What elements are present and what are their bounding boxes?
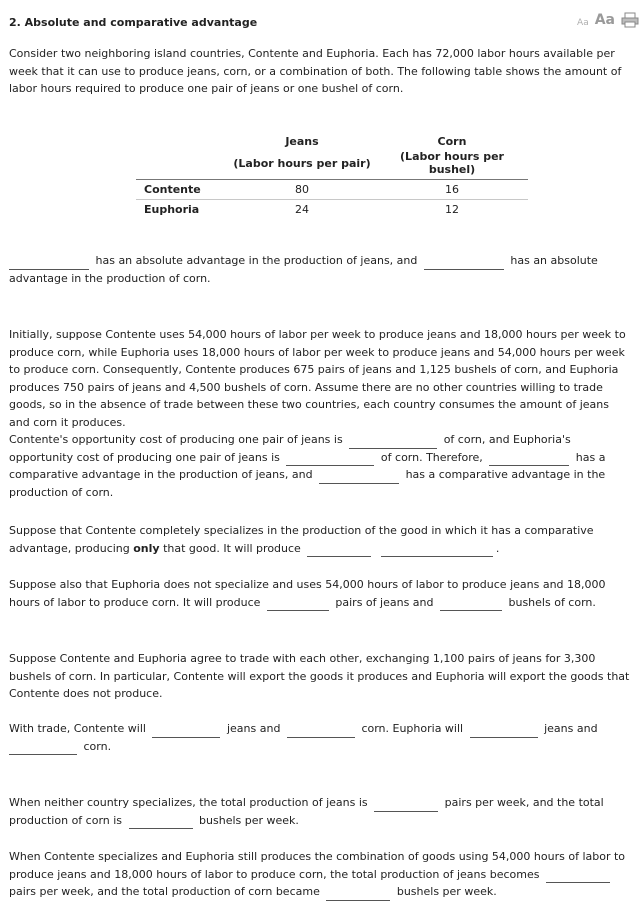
initial-scenario-paragraph: Initially, suppose Contente uses 54,000 hours of labor per week to produce jeans and 18,000 hours per week to produce corn, while Euphoria uses 18,000 hours of labor per week to produce jeans and 54,000 hours per week to produce corn. Consequently, Contente produces 675 pairs of jeans and 1,125 bushels of corn, and Euphoria produces 750 pairs of jeans and 4,500 bushels of corn. Assume there are no other countries willing to trade goods, so in the absence of trade between these two countries, each country consumes the amount of jeans and corn it produces. [9, 328, 626, 429]
no-specialization-totals-question: When neither country specializes, the total production of jeans is pairs per week, and the total production of corn is bushels per week. [9, 794, 633, 829]
column-unit-corn: (Labor hours per bushel) [376, 150, 528, 180]
specialized-good-dropdown[interactable] [381, 544, 493, 557]
euphoria-jeans-input[interactable] [267, 598, 329, 611]
table-row [136, 200, 528, 220]
euphoria-production-question: Suppose also that Euphoria does not specialize and uses 54,000 hours of labor to produce jeans and 18,000 hours of labor to produce corn. It will produce pairs of jeans and bushels of corn. [9, 576, 633, 611]
euphoria-corn-trade-dropdown[interactable] [9, 742, 77, 755]
contente-opportunity-cost-dropdown[interactable] [349, 436, 437, 449]
emphasis-only: only [133, 541, 160, 555]
print-icon[interactable] [621, 12, 639, 28]
contente-jeans-trade-dropdown[interactable] [152, 725, 220, 738]
contente-corn-trade-dropdown[interactable] [287, 725, 355, 738]
table-cell: 16 [376, 180, 528, 200]
euphoria-opportunity-cost-dropdown[interactable] [286, 453, 374, 466]
euphoria-jeans-trade-dropdown[interactable] [470, 725, 538, 738]
column-header-corn: Corn [437, 134, 467, 148]
total-corn-specialization-input[interactable] [326, 888, 390, 901]
table-cell: 12 [445, 203, 459, 216]
row-label: Euphoria [144, 203, 200, 216]
labor-hours-table [136, 132, 528, 219]
trade-question: With trade, Contente will jeans and corn. Euphoria will jeans and corn. [9, 720, 633, 755]
row-label: Contente [136, 180, 228, 200]
font-size-large-button[interactable]: Aa [594, 12, 615, 28]
absolute-advantage-question: has an absolute advantage in the production of jeans, and has an absolute advantage in the production of corn. [9, 254, 598, 285]
problem-title: 2. Absolute and comparative advantage [9, 16, 258, 29]
intro-paragraph: Consider two neighboring island countries, Contente and Euphoria. Each has 72,000 labor hours available per week that it can use to produce jeans, corn, or a combination of both. The following table shows the amount of labor hours required to produce one pair of jeans or one bushel of corn. [9, 47, 622, 95]
toolbar [577, 12, 639, 28]
total-jeans-specialization-input[interactable] [546, 870, 610, 883]
comparative-advantage-corn-dropdown[interactable] [319, 471, 399, 484]
column-unit-jeans: (Labor hours per pair) [228, 150, 376, 180]
absolute-advantage-jeans-dropdown[interactable] [9, 257, 89, 270]
table-row [136, 180, 528, 200]
opportunity-cost-question: Contente's opportunity cost of producing one pair of jeans is of corn, and Euphoria's opportunity cost of producing one pair of jeans is of corn. Therefore, has a comparative advantage in the production of jeans, and has a comparative advantage in the production of corn. [9, 433, 606, 499]
comparative-advantage-jeans-dropdown[interactable] [489, 453, 569, 466]
specialization-totals-question: When Contente specializes and Euphoria still produces the combination of goods using 54,000 hours of labor to produce jeans and 18,000 hours of labor to produce corn, the total production of jeans becomes pairs per week, and the total production of corn became bushels per week. [9, 848, 633, 901]
column-header-jeans: Jeans [285, 134, 319, 148]
specialization-question: Suppose that Contente completely specializes in the production of the good in which it has a comparative advantage, producing only that good. It will produce . [9, 522, 633, 557]
trade-scenario-paragraph: Suppose Contente and Euphoria agree to trade with each other, exchanging 1,100 pairs of jeans for 3,300 bushels of corn. In particular, Contente will export the goods it produces and Euphoria will export the goods that Contente does not produce. [9, 652, 630, 700]
font-size-small-button[interactable]: Aa [577, 18, 589, 28]
euphoria-corn-input[interactable] [440, 598, 502, 611]
table-cell: 24 [295, 203, 309, 216]
specialized-quantity-input[interactable] [307, 544, 371, 557]
total-corn-no-specialization-input[interactable] [129, 816, 193, 829]
absolute-advantage-corn-dropdown[interactable] [424, 257, 504, 270]
total-jeans-no-specialization-input[interactable] [374, 799, 438, 812]
table-cell: 80 [228, 180, 376, 200]
